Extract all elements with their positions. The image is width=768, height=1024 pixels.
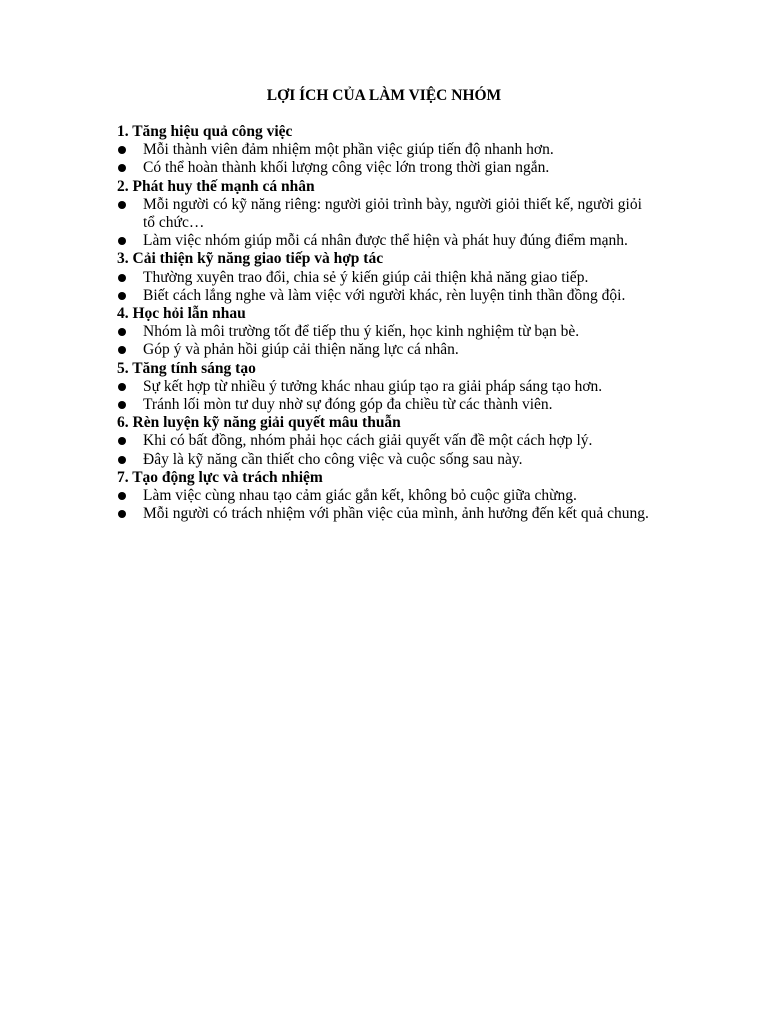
bullet-item — [117, 396, 657, 414]
bullet-item — [117, 323, 657, 341]
bullet-list — [117, 196, 657, 251]
bullet-text: Có thể hoàn thành khối lượng công việc lớn trong thời gian ngắn. — [143, 159, 550, 177]
bullet-icon — [118, 510, 126, 518]
bullet-icon — [118, 292, 126, 300]
section-heading: 5. Tăng tính sáng tạo — [117, 359, 256, 377]
bullet-text: Tránh lối mòn tư duy nhờ sự đóng góp đa chiều từ các thành viên. — [143, 396, 553, 414]
bullet-text: Mỗi người có trách nhiệm với phần việc của mình, ảnh hưởng đến kết quả chung. — [143, 505, 649, 523]
bullet-list — [117, 378, 657, 414]
section-heading: 4. Học hỏi lẫn nhau — [117, 305, 246, 323]
bullet-item — [117, 487, 657, 505]
section-1 — [117, 123, 657, 178]
bullet-text: Biết cách lắng nghe và làm việc với người khác, rèn luyện tinh thần đồng đội. — [143, 286, 626, 304]
bullet-text: Mỗi thành viên đảm nhiệm một phần việc giúp tiến độ nhanh hơn. — [143, 141, 554, 159]
bullet-icon — [118, 437, 126, 445]
bullet-item — [117, 196, 657, 232]
bullet-item — [117, 159, 657, 177]
bullet-text: Thường xuyên trao đổi, chia sẻ ý kiến giúp cải thiện khả năng giao tiếp. — [143, 268, 589, 286]
section-3 — [117, 250, 657, 305]
bullet-item — [117, 141, 657, 159]
bullet-list — [117, 487, 657, 523]
document-body — [117, 123, 657, 523]
bullet-item — [117, 451, 657, 469]
bullet-text: Làm việc nhóm giúp mỗi cá nhân được thể hiện và phát huy đúng điểm mạnh. — [143, 232, 628, 250]
bullet-icon — [118, 401, 126, 409]
bullet-list — [117, 269, 657, 305]
bullet-icon — [118, 146, 126, 154]
bullet-icon — [118, 201, 126, 209]
bullet-icon — [118, 274, 126, 282]
bullet-text: Sự kết hợp từ nhiều ý tưởng khác nhau giúp tạo ra giải pháp sáng tạo hơn. — [143, 377, 603, 395]
bullet-icon — [118, 346, 126, 354]
section-2 — [117, 178, 657, 251]
section-6 — [117, 414, 657, 469]
bullet-icon — [118, 328, 126, 336]
section-4 — [117, 305, 657, 360]
bullet-text: Nhóm là môi trường tốt để tiếp thu ý kiến, học kinh nghiệm từ bạn bè. — [143, 323, 580, 341]
bullet-icon — [118, 237, 126, 245]
section-heading: 2. Phát huy thế mạnh cá nhân — [117, 177, 315, 195]
section-7 — [117, 469, 657, 524]
section-heading: 6. Rèn luyện kỹ năng giải quyết mâu thuẫn — [117, 414, 401, 432]
section-heading: 1. Tăng hiệu quả công việc — [117, 123, 293, 140]
bullet-text: Khi có bất đồng, nhóm phải học cách giải quyết vấn đề một cách hợp lý. — [143, 432, 593, 450]
bullet-icon — [118, 383, 126, 391]
bullet-item — [117, 232, 657, 250]
bullet-text: Mỗi người có kỹ năng riêng: người giỏi trình bày, người giỏi thiết kế, người giỏi tổ chức… — [143, 195, 642, 232]
section-5 — [117, 360, 657, 415]
bullet-item — [117, 505, 657, 523]
bullet-item — [117, 341, 657, 359]
bullet-list — [117, 323, 657, 359]
bullet-list — [117, 432, 657, 468]
section-heading: 7. Tạo động lực và trách nhiệm — [117, 468, 323, 486]
bullet-text: Làm việc cùng nhau tạo cảm giác gắn kết, không bỏ cuộc giữa chừng. — [143, 487, 577, 505]
bullet-item — [117, 378, 657, 396]
bullet-icon — [118, 456, 126, 464]
document-title: LỢI ÍCH CỦA LÀM VIỆC NHÓM — [266, 87, 502, 104]
bullet-icon — [118, 492, 126, 500]
bullet-item — [117, 432, 657, 450]
bullet-item — [117, 269, 657, 287]
section-heading: 3. Cải thiện kỹ năng giao tiếp và hợp tác — [117, 250, 384, 268]
bullet-item — [117, 287, 657, 305]
bullet-icon — [118, 164, 126, 172]
bullet-text: Góp ý và phản hồi giúp cải thiện năng lực cá nhân. — [143, 341, 459, 359]
bullet-text: Đây là kỹ năng cần thiết cho công việc và cuộc sống sau này. — [143, 450, 523, 468]
bullet-list — [117, 141, 657, 177]
